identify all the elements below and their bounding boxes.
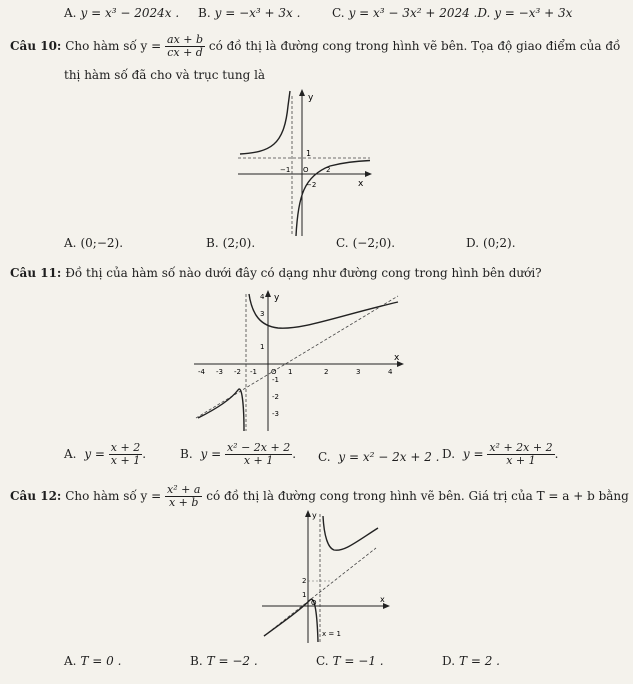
curve-left xyxy=(240,91,290,154)
q12-prefix: Cho hàm số y = xyxy=(65,489,162,503)
option-numerator: x² + 2x + 2 xyxy=(489,441,553,454)
y-arrow xyxy=(299,89,305,96)
option-fraction xyxy=(109,442,142,467)
tick-y-3: 3 xyxy=(260,310,265,318)
tick-x-2: 2 xyxy=(324,368,329,376)
q12-denominator: x + b xyxy=(168,496,199,509)
label-x: x xyxy=(380,595,385,604)
option-suffix: . xyxy=(142,447,147,461)
asymptote-oblique xyxy=(196,296,398,418)
tick-x-1: 1 xyxy=(288,368,293,376)
label-two: 2 xyxy=(326,166,331,174)
option-letter: D. xyxy=(466,236,480,250)
option-letter: D. xyxy=(442,447,456,461)
label-minus-two: −2 xyxy=(306,181,317,189)
option-letter: D. xyxy=(442,654,456,668)
tick-x-3: 3 xyxy=(356,368,361,376)
q12-option-d[interactable] xyxy=(442,654,500,668)
option-text: y = x³ − 2024x . xyxy=(80,6,180,20)
q10-option-d[interactable] xyxy=(466,236,516,250)
label-origin: O xyxy=(311,599,317,607)
q12-option-c[interactable] xyxy=(316,654,384,668)
q9-option-b[interactable] xyxy=(198,6,300,20)
q11-option-b[interactable] xyxy=(180,442,296,467)
q12-statement xyxy=(10,484,629,509)
q10-statement xyxy=(10,34,620,59)
q12-suffix: có đồ thị là đường cong trong hình vẽ bên. Giá trị của T = a + b bằng xyxy=(206,489,629,503)
q10-graph xyxy=(230,86,390,246)
option-text: y = −x³ + 3x . xyxy=(214,6,301,20)
q10-option-b[interactable] xyxy=(206,236,255,250)
label-y: y xyxy=(308,93,314,103)
option-text: (0;2). xyxy=(483,236,516,250)
q12-graph xyxy=(256,508,396,648)
label-origin: O xyxy=(271,368,277,376)
y-arrow xyxy=(265,290,271,297)
option-prefix: y = xyxy=(200,447,222,461)
q12-numerator: x² + a xyxy=(167,483,201,496)
q11-option-d[interactable] xyxy=(442,442,558,467)
y-arrow xyxy=(305,510,311,517)
q9-option-c[interactable] xyxy=(332,6,572,20)
q10-label: Câu 10: xyxy=(10,39,62,53)
label-two: 2 xyxy=(302,577,307,585)
tick-y-1: 1 xyxy=(260,343,265,351)
option-denominator: x + 1 xyxy=(110,454,141,467)
label-x: x xyxy=(358,179,364,189)
option-text: T = −1 . xyxy=(332,654,384,668)
option-letter: B. xyxy=(190,654,203,668)
option-text: T = 2 . xyxy=(459,654,500,668)
option-text: y = x³ − 3x² + 2024 .D. y = −x³ + 3x xyxy=(348,6,573,20)
tick-y-m3: -3 xyxy=(272,410,279,418)
tick-x-m1: -1 xyxy=(250,368,257,376)
label-minus-one: −1 xyxy=(280,166,291,174)
option-letter: A. xyxy=(64,6,77,20)
option-letter: C. xyxy=(336,236,349,250)
curve-right xyxy=(323,516,378,550)
tick-y-m1: -1 xyxy=(272,376,279,384)
option-fraction xyxy=(487,442,554,467)
q10-option-a[interactable] xyxy=(64,236,123,250)
option-letter: B. xyxy=(206,236,219,250)
label-x: x xyxy=(394,353,400,363)
option-letter: B. xyxy=(180,447,193,461)
x-arrow xyxy=(365,171,372,177)
option-suffix: . xyxy=(292,447,297,461)
label-one: 1 xyxy=(306,149,312,158)
curve-right xyxy=(249,294,398,328)
q11-label: Câu 11: xyxy=(10,266,62,280)
option-text: y = x² − 2x + 2 . xyxy=(338,450,440,464)
q12-label: Câu 12: xyxy=(10,489,62,503)
option-numerator: x² − 2x + 2 xyxy=(226,441,291,454)
tick-x-m4: -4 xyxy=(198,368,205,376)
option-text: T = −2 . xyxy=(206,654,258,668)
option-letter: C. xyxy=(318,450,331,464)
q10-line2: thị hàm số đã cho và trục tung là xyxy=(64,68,266,82)
option-suffix: . xyxy=(554,447,559,461)
option-prefix: y = xyxy=(84,447,105,461)
option-text: (−2;0). xyxy=(352,236,396,250)
option-letter: B. xyxy=(198,6,211,20)
option-text: (2;0). xyxy=(222,236,256,250)
q10-fraction xyxy=(165,34,205,59)
q12-fraction xyxy=(165,484,202,509)
tick-x-m2: -2 xyxy=(234,368,241,376)
q10-denominator: cx + d xyxy=(167,46,203,59)
curve-left xyxy=(198,389,244,431)
option-text: (0;−2). xyxy=(80,236,124,250)
label-y: y xyxy=(312,511,317,520)
tick-x-m3: -3 xyxy=(216,368,223,376)
q11-option-a[interactable] xyxy=(64,442,146,467)
q10-prefix: Cho hàm số y = xyxy=(65,39,162,53)
option-prefix: y = xyxy=(462,447,484,461)
option-letter: C. xyxy=(316,654,329,668)
q11-option-c[interactable] xyxy=(318,450,439,464)
q12-option-a[interactable] xyxy=(64,654,121,668)
option-letter: A. xyxy=(64,447,77,461)
q11-graph xyxy=(188,286,414,436)
tick-y-m2: -2 xyxy=(272,393,279,401)
tick-y-4: 4 xyxy=(260,293,265,301)
q10-suffix: có đồ thị là đường cong trong hình vẽ bên. Tọa độ giao điểm của đồ xyxy=(208,39,621,53)
q12-option-b[interactable] xyxy=(190,654,258,668)
option-fraction xyxy=(225,442,292,467)
tick-x-4: 4 xyxy=(388,368,393,376)
q10-option-c[interactable] xyxy=(336,236,395,250)
option-numerator: x + 2 xyxy=(110,441,141,454)
option-letter: A. xyxy=(64,654,77,668)
option-letter: A. xyxy=(64,236,77,250)
option-text: T = 0 . xyxy=(80,654,122,668)
label-one: 1 xyxy=(302,591,307,599)
label-origin: O xyxy=(303,166,309,174)
label-asymptote: x = 1 xyxy=(322,630,341,638)
q9-option-a[interactable] xyxy=(64,6,179,20)
option-denominator: x + 1 xyxy=(506,454,536,467)
q11-statement xyxy=(10,266,542,280)
q10-numerator: ax + b xyxy=(167,33,204,46)
option-letter: C. xyxy=(332,6,345,20)
label-y: y xyxy=(274,293,280,303)
option-denominator: x + 1 xyxy=(243,454,274,467)
q11-text: Đồ thị của hàm số nào dưới đây có dạng như đường cong trong hình bên dưới? xyxy=(65,266,542,280)
